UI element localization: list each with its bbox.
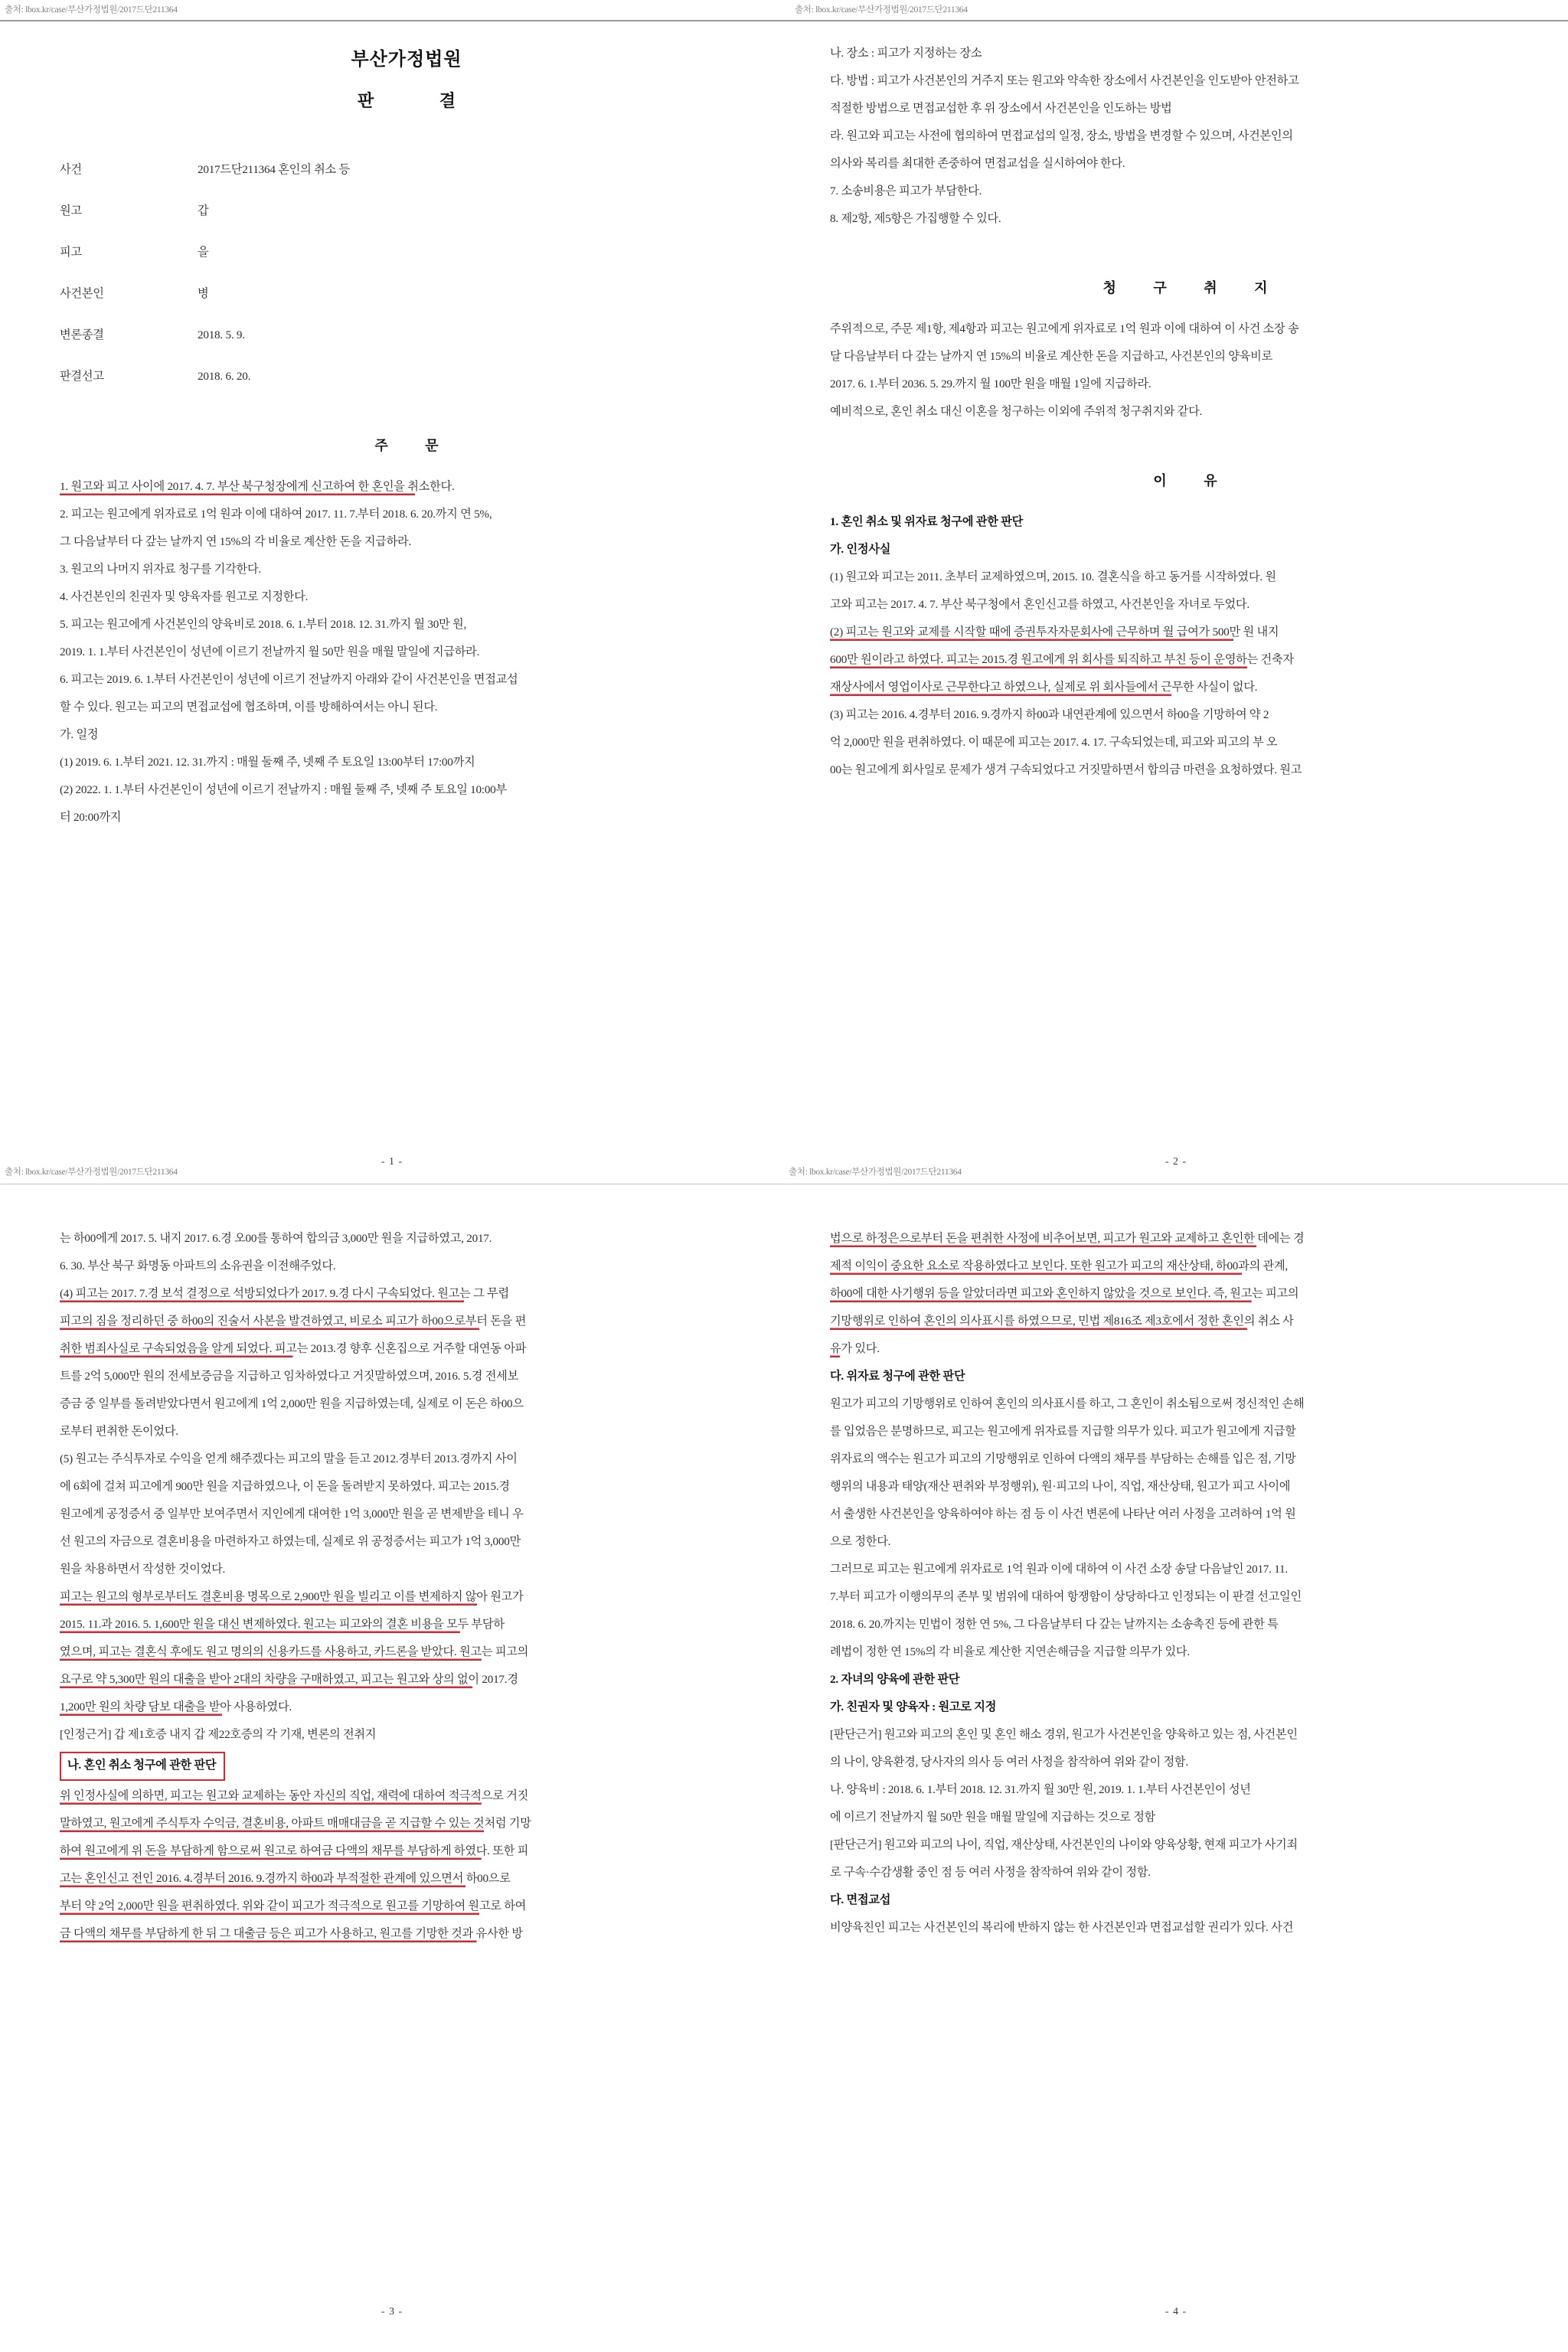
meta-value-judgment-date: 2018. 6. 20.: [198, 370, 251, 383]
consolation-line-1: 원고가 피고의 기망행위로 인하여 혼인의 의사표시를 하고, 그 혼인이 취소됨으로써 정신적인 손해: [830, 1397, 1305, 1410]
interest-line-4: 례법이 정한 연 15%의 각 비율로 계산한 지연손해금을 지급할 의무가 있다.: [830, 1645, 1190, 1658]
document-page-3: [0, 1204, 784, 2352]
meta-value-case: 2017드단211364 혼인의 취소 등: [198, 163, 350, 176]
fact-4-line-1: (4) 피고는 2017. 7.경 보석 결정으로 석방되었다가 2017. 9.경 다시 구속되었다. 원고는 그 무렵: [60, 1287, 509, 1302]
claim-purport-heading: 청 구 취 지: [1102, 280, 1285, 296]
consolation-line-3: 위자료의 액수는 원고가 피고의 기망행위로 인하여 다액의 채무를 부담하는 손해를 입은 점, 기망: [830, 1452, 1296, 1465]
fact-4-line-5: 증금 중 일부를 돌려받았다면서 원고에게 1억 2,000만 원을 지급하였는데, 실제로 이 돈은 하00으: [60, 1397, 524, 1410]
visitation-modification: 라. 원고와 피고는 사전에 협의하여 면접교섭의 일정, 장소, 방법을 변경할 수 있으며, 사건본인의: [830, 129, 1293, 142]
disposition-item-6-cont: 할 수 있다. 원고는 피고의 면접교섭에 협조하며, 이를 방해하여서는 아니 된다.: [60, 701, 438, 714]
meta-label-closing-date: 변론종결: [60, 328, 104, 341]
meta-row-closing-date: [60, 322, 753, 349]
meta-label-defendant: 피고: [60, 246, 82, 259]
visitation-place: 나. 장소 : 피고가 지정하는 장소: [830, 47, 982, 60]
meta-label-judgment-date: 판결선고: [60, 370, 104, 383]
consolation-money-judgment-heading: 다. 위자료 청구에 관한 판단: [830, 1370, 965, 1383]
disposition-item-1: 1. 원고와 피고 사이에 2017. 4. 7. 부산 북구청장에게 신고하여 한 혼인을 취소한다.: [60, 480, 455, 495]
consolation-line-4: 행위의 내용과 태양(재산 편취와 부정행위), 원·피고의 나이, 직업, 재산상태, 원고가 피고 사이에: [830, 1480, 1291, 1493]
disposition-item-3: 3. 원고의 나머지 위자료 청구를 기각한다.: [60, 563, 261, 576]
child-support-line-2: 에 이르기 전날까지 월 50만 원을 매월 말일에 지급하는 것으로 정함: [830, 1811, 1156, 1824]
claim-alternative: 예비적으로, 혼인 취소 대신 이혼을 청구하는 이외에 주위적 청구취지와 같다.: [830, 405, 1203, 418]
custody-section-heading: 2. 자녀의 양육에 관한 판단: [830, 1673, 960, 1686]
custody-basis-line-2: 의 나이, 양육환경, 당사자의 의사 등 여러 사정을 참작하여 위와 같이 정함.: [830, 1756, 1188, 1769]
consolation-line-5: 서 출생한 사건본인을 양육하여야 하는 점 등 이 사건 변론에 나타난 여러 사정을 고려하여 1억 원: [830, 1508, 1296, 1521]
document-page-2: [784, 0, 1568, 1204]
fact-3-line-3: 00는 원고에게 회사일로 문제가 생겨 구속되었다고 거짓말하면서 합의금 마련을 요청하였다. 원고: [830, 763, 1302, 776]
judgment-1b-line-5: 부터 약 2억 2,000만 원을 편취하였다. 위와 같이 피고가 적극적으로 원고를 기망하여 원고로 하여: [60, 1900, 526, 1915]
meta-row-child: [60, 280, 753, 308]
fact-5-line-7: 2015. 11.과 2016. 5. 1,600만 원을 대신 변제하였다. 원고는 피고와의 결혼 비용을 모두 부담하: [60, 1618, 505, 1633]
provisional-execution-item: 8. 제2항, 제5항은 가집행할 수 있다.: [830, 212, 1001, 225]
marriage-annulment-judgment-heading: 나. 혼인 취소 청구에 관한 판단: [60, 1752, 225, 1781]
meta-row-judgment-date: [60, 363, 753, 390]
judgment-1b-line-2: 말하였고, 원고에게 주식투자 수익금, 결혼비용, 아파트 매매대금을 곧 지급할 수 있는 것처럼 기망: [60, 1817, 531, 1832]
fact-3-line-2: 억 2,000만 원을 편취하였다. 이 때문에 피고는 2017. 4. 17. 구속되었는데, 피고와 피고의 부 오: [830, 736, 1278, 749]
disposition-item-2-cont: 그 다음날부터 다 갚는 날까지 연 15%의 각 비율로 계산한 돈을 지급하라.: [60, 535, 412, 548]
reason-heading: 이 유: [1153, 473, 1234, 488]
meta-row-defendant: [60, 239, 753, 266]
claim-line-2: 달 다음날부터 다 갚는 날까지 연 15%의 비율로 계산한 돈을 지급하고, 사건본인의 양육비로: [830, 350, 1272, 363]
child-support-line-1: 나. 양육비 : 2018. 6. 1.부터 2018. 12. 31.까지 월 30만 원, 2019. 1. 1.부터 사건본인이 성년: [830, 1783, 1251, 1796]
fact-5-line-6: 피고는 원고의 형부로부터도 결혼비용 명목으로 2,900만 원을 빌리고 이를 변제하지 않아 원고가: [60, 1590, 524, 1606]
document-page-1: [0, 0, 784, 1204]
page-number-2: - 2 -: [1165, 1156, 1187, 1168]
fact-2-line-1: (2) 피고는 원고와 교제를 시작할 때에 증권투자자문회사에 근무하며 월 급여가 500만 원 내지: [830, 626, 1279, 641]
interest-line-1: 그러므로 피고는 원고에게 위자료로 1억 원과 이에 대하여 이 사건 소장 송달 다음날인 2017. 11.: [830, 1563, 1288, 1576]
meta-value-plaintiff: 갑: [198, 204, 209, 217]
fact-5-line-8: 였으며, 피고는 결혼식 후에도 원고 명의의 신용카드를 사용하고, 카드론을 받았다. 원고는 피고의: [60, 1645, 528, 1661]
judgment-1b-line-4: 고는 혼인신고 전인 2016. 4.경부터 2016. 9.경까지 하00과 부적절한 관계에 있으면서 하00으로: [60, 1872, 511, 1887]
visitation-schedule-2: (2) 2022. 1. 1.부터 사건본인이 성년에 이르기 전날까지 : 매월 둘째 주, 넷째 주 토요일 10:00부: [60, 783, 507, 796]
page-number-3: - 3 -: [381, 2306, 403, 2318]
disposition-item-2: 2. 피고는 원고에게 위자료로 1억 원과 이에 대하여 2017. 11. 7.부터 2018. 6. 20.까지 연 5%,: [60, 508, 492, 521]
evidence-basis-line: [인정근거] 갑 제1호증 내지 갑 제22호증의 각 기재, 변론의 전취지: [60, 1728, 377, 1741]
visitation-right-line: 비양육친인 피고는 사건본인의 복리에 반하지 않는 한 사건본인과 면접교섭할 권리가 있다. 사건: [830, 1921, 1293, 1934]
consolation-line-2: 를 입었음은 분명하므로, 피고는 원고에게 위자료를 지급할 의무가 있다. 피고가 원고에게 지급할: [830, 1425, 1296, 1438]
fact-5-line-4: 선 원고의 자금으로 결혼비용을 마련하자고 하였는데, 실제로 위 공정증서는 피고가 1억 3,000만: [60, 1535, 521, 1548]
visitation-schedule-heading: 가. 일정: [60, 728, 99, 741]
child-support-basis-line-1: [판단근거] 원고와 피고의 나이, 직업, 재산상태, 사건본인의 나이와 양육상황, 현재 피고가 사기죄: [830, 1838, 1298, 1851]
court-name: 부산가정법원: [351, 50, 462, 70]
disposition-item-6: 6. 피고는 2019. 6. 1.부터 사건본인이 성년에 이르기 전날까지 아래와 같이 사건본인을 면접교섭: [60, 673, 518, 686]
meta-row-plaintiff: [60, 198, 753, 225]
litigation-cost-item: 7. 소송비용은 피고가 부담한다.: [830, 185, 982, 198]
p4-line-3: 하00에 대한 사기행위 등을 알았더라면 피고와 혼인하지 않았을 것으로 보인다. 즉, 원고는 피고의: [830, 1287, 1298, 1302]
visitation-section-heading: 다. 면접교섭: [830, 1893, 891, 1906]
fact-5-line-3: 원고에게 공정증서 중 일부만 보여주면서 지인에게 대여한 1억 3,000만 원을 곧 변제받을 테니 우: [60, 1508, 524, 1521]
meta-row-case: [60, 156, 753, 184]
p4-line-4: 기망행위로 인하여 혼인의 의사표시를 하였으므로, 민법 제816조 제3호에서 정한 혼인의 취소 사: [830, 1315, 1294, 1330]
judgment-1b-line-1: 위 인정사실에 의하면, 피고는 원고와 교제하는 동안 자신의 직업, 재력에 대하여 적극적으로 거짓: [60, 1789, 528, 1805]
fact-4-line-6: 로부터 편취한 돈이었다.: [60, 1425, 178, 1438]
source-watermark-p1-bottom: 출처: lbox.kr/case/부산가정법원/2017드단211364: [5, 1168, 178, 1177]
disposition-item-5: 5. 피고는 원고에게 사건본인의 양육비로 2018. 6. 1.부터 2018. 12. 31.까지 월 30만 원,: [60, 618, 467, 631]
page-number-4: - 4 -: [1165, 2306, 1187, 2318]
visitation-method: 다. 방법 : 피고가 사건본인의 거주지 또는 원고와 약속한 장소에서 사건본인을 인도받아 안전하고: [830, 74, 1299, 87]
fact-1-line-2: 고와 피고는 2017. 4. 7. 부산 북구청에서 혼인신고를 하였고, 사건본인을 자녀로 두었다.: [830, 598, 1250, 611]
source-watermark-p2: 출처: lbox.kr/case/부산가정법원/2017드단211364: [795, 5, 968, 15]
claim-line-1: 주위적으로, 주문 제1항, 제4항과 피고는 원고에게 위자료로 1억 원과 이에 대하여 이 사건 소장 송: [830, 322, 1299, 335]
p3-line-2: 6. 30. 부산 북구 화명동 아파트의 소유권을 이전해주었다.: [60, 1259, 336, 1272]
meta-value-closing-date: 2018. 5. 9.: [198, 328, 245, 341]
fact-2-line-2: 600만 원이라고 하였다. 피고는 2015.경 원고에게 위 회사를 퇴직하고 부친 등이 운영하는 건축자: [830, 653, 1294, 668]
document-page-4: [784, 1204, 1568, 2352]
disposition-item-5-cont: 2019. 1. 1.부터 사건본인이 성년에 이르기 전날까지 월 50만 원을 매월 말일에 지급하라.: [60, 645, 480, 658]
document-type-title: 판 결: [357, 91, 486, 110]
meta-label-plaintiff: 원고: [60, 204, 82, 217]
fact-4-line-2: 피고의 짐을 정리하던 중 하00의 진술서 사본을 발견하였고, 비로소 피고가 하00으로부터 돈을 편: [60, 1315, 526, 1330]
visitation-method-cont: 적절한 방법으로 면접교섭한 후 위 장소에서 사건본인을 인도하는 방법: [830, 102, 1172, 115]
fact-1-line-1: (1) 원고와 피고는 2011. 초부터 교제하였으며, 2015. 10. 결혼식을 하고 동거를 시작하였다. 원: [830, 570, 1276, 583]
fact-2-line-3: 재상사에서 영업이사로 근무한다고 하였으나, 실제로 위 회사들에서 근무한 사실이 없다.: [830, 681, 1257, 696]
meta-value-defendant: 을: [198, 246, 209, 259]
reason-section-1a-heading: 가. 인정사실: [830, 543, 891, 556]
meta-label-child: 사건본인: [60, 287, 104, 300]
fact-4-line-4: 트를 2억 5,000만 원의 전세보증금을 지급하고 임차하였다고 거짓말하였으며, 2016. 5.경 전세보: [60, 1370, 518, 1383]
disposition-heading: 주 문: [374, 438, 456, 453]
page-rule-top-p1: [0, 20, 784, 21]
custody-basis-line-1: [판단근거] 원고와 피고의 혼인 및 혼인 해소 경위, 원고가 사건본인을 양육하고 있는 점, 사건본인: [830, 1728, 1298, 1741]
page-rule-top-p2: [784, 20, 1568, 21]
page-number-1: - 1 -: [381, 1156, 403, 1168]
fact-3-line-1: (3) 피고는 2016. 4.경부터 2016. 9.경까지 하00과 내연관계에 있으면서 하00을 기망하여 약 2: [830, 708, 1269, 721]
child-support-basis-line-2: 로 구속·수감생활 중인 점 등 여러 사정을 참작하여 위와 같이 정함.: [830, 1866, 1151, 1879]
reason-section-1-heading: 1. 혼인 취소 및 위자료 청구에 관한 판단: [830, 515, 1024, 528]
custodian-designation-heading: 가. 친권자 및 양육자 : 원고로 지정: [830, 1700, 997, 1713]
visitation-schedule-2-cont: 터 20:00까지: [60, 811, 122, 824]
visitation-modification-cont: 의사와 복리를 최대한 존중하여 면접교섭을 실시하여야 한다.: [830, 157, 1125, 170]
meta-label-case: 사건: [60, 163, 82, 176]
disposition-item-4: 4. 사건본인의 친권자 및 양육자를 원고로 지정한다.: [60, 590, 309, 603]
consolation-line-6: 으로 정한다.: [830, 1535, 891, 1548]
claim-line-3: 2017. 6. 1.부터 2036. 5. 29.까지 월 100만 원을 매월 1일에 지급하라.: [830, 377, 1152, 390]
fact-5-line-9: 요구로 약 5,300만 원의 대출을 받아 2대의 차량을 구매하였고, 피고는 원고와 상의 없이 2017.경: [60, 1673, 518, 1688]
source-watermark-p2-bottom: 출처: lbox.kr/case/부산가정법원/2017드단211364: [789, 1168, 962, 1177]
judgment-1b-line-6: 금 다액의 채무를 부담하게 한 뒤 그 대출금 등은 피고가 사용하고, 원고를 기망한 것과 유사한 방: [60, 1927, 523, 1942]
judgment-1b-line-3: 하여 원고에게 위 돈을 부담하게 함으로써 원고로 하여금 다액의 채무를 부담하게 하였다. 또한 피: [60, 1844, 528, 1860]
visitation-schedule-1: (1) 2019. 6. 1.부터 2021. 12. 31.까지 : 매월 둘째 주, 넷째 주 토요일 13:00부터 17:00까지: [60, 756, 475, 769]
interest-line-2: 7.부터 피고가 이행의무의 존부 및 범위에 대하여 항쟁함이 상당하다고 인정되는 이 판결 선고일인: [830, 1590, 1302, 1603]
p4-line-1: 법으로 하정은으로부터 돈을 편취한 사정에 비추어보면, 피고가 원고와 교제하고 혼인한 데에는 경: [830, 1232, 1304, 1247]
p4-line-2: 제적 이익이 중요한 요소로 작용하였다고 보인다. 또한 원고가 피고의 재산상태, 하00과의 관계,: [830, 1259, 1288, 1275]
meta-value-child: 병: [198, 287, 209, 300]
fact-4-line-3: 취한 범죄사실로 구속되었음을 알게 되었다. 피고는 2013.경 향후 신혼집으로 거주할 대연동 아파: [60, 1342, 526, 1357]
p3-line-1: 는 하00에게 2017. 5. 내지 2017. 6.경 오00를 통하여 합의금 3,000만 원을 지급하였고, 2017.: [60, 1232, 492, 1245]
source-watermark-p1: 출처: lbox.kr/case/부산가정법원/2017드단211364: [5, 5, 178, 15]
fact-5-line-10: 1,200만 원의 차량 담보 대출을 받아 사용하였다.: [60, 1700, 292, 1716]
p4-line-5: 유가 있다.: [830, 1342, 880, 1357]
fact-5-line-2: 에 6회에 걸쳐 피고에게 900만 원을 지급하였으나, 이 돈을 돌려받지 못하였다. 피고는 2015.경: [60, 1480, 510, 1493]
interest-line-3: 2018. 6. 20.까지는 민법이 정한 연 5%, 그 다음날부터 다 갚는 날까지는 소송촉진 등에 관한 특: [830, 1618, 1279, 1631]
fact-5-line-1: (5) 원고는 주식투자로 수익을 얻게 해주겠다는 피고의 말을 듣고 2012.경부터 2013.경까지 사이: [60, 1452, 518, 1465]
fact-5-line-5: 원을 차용하면서 작성한 것이었다.: [60, 1563, 226, 1576]
